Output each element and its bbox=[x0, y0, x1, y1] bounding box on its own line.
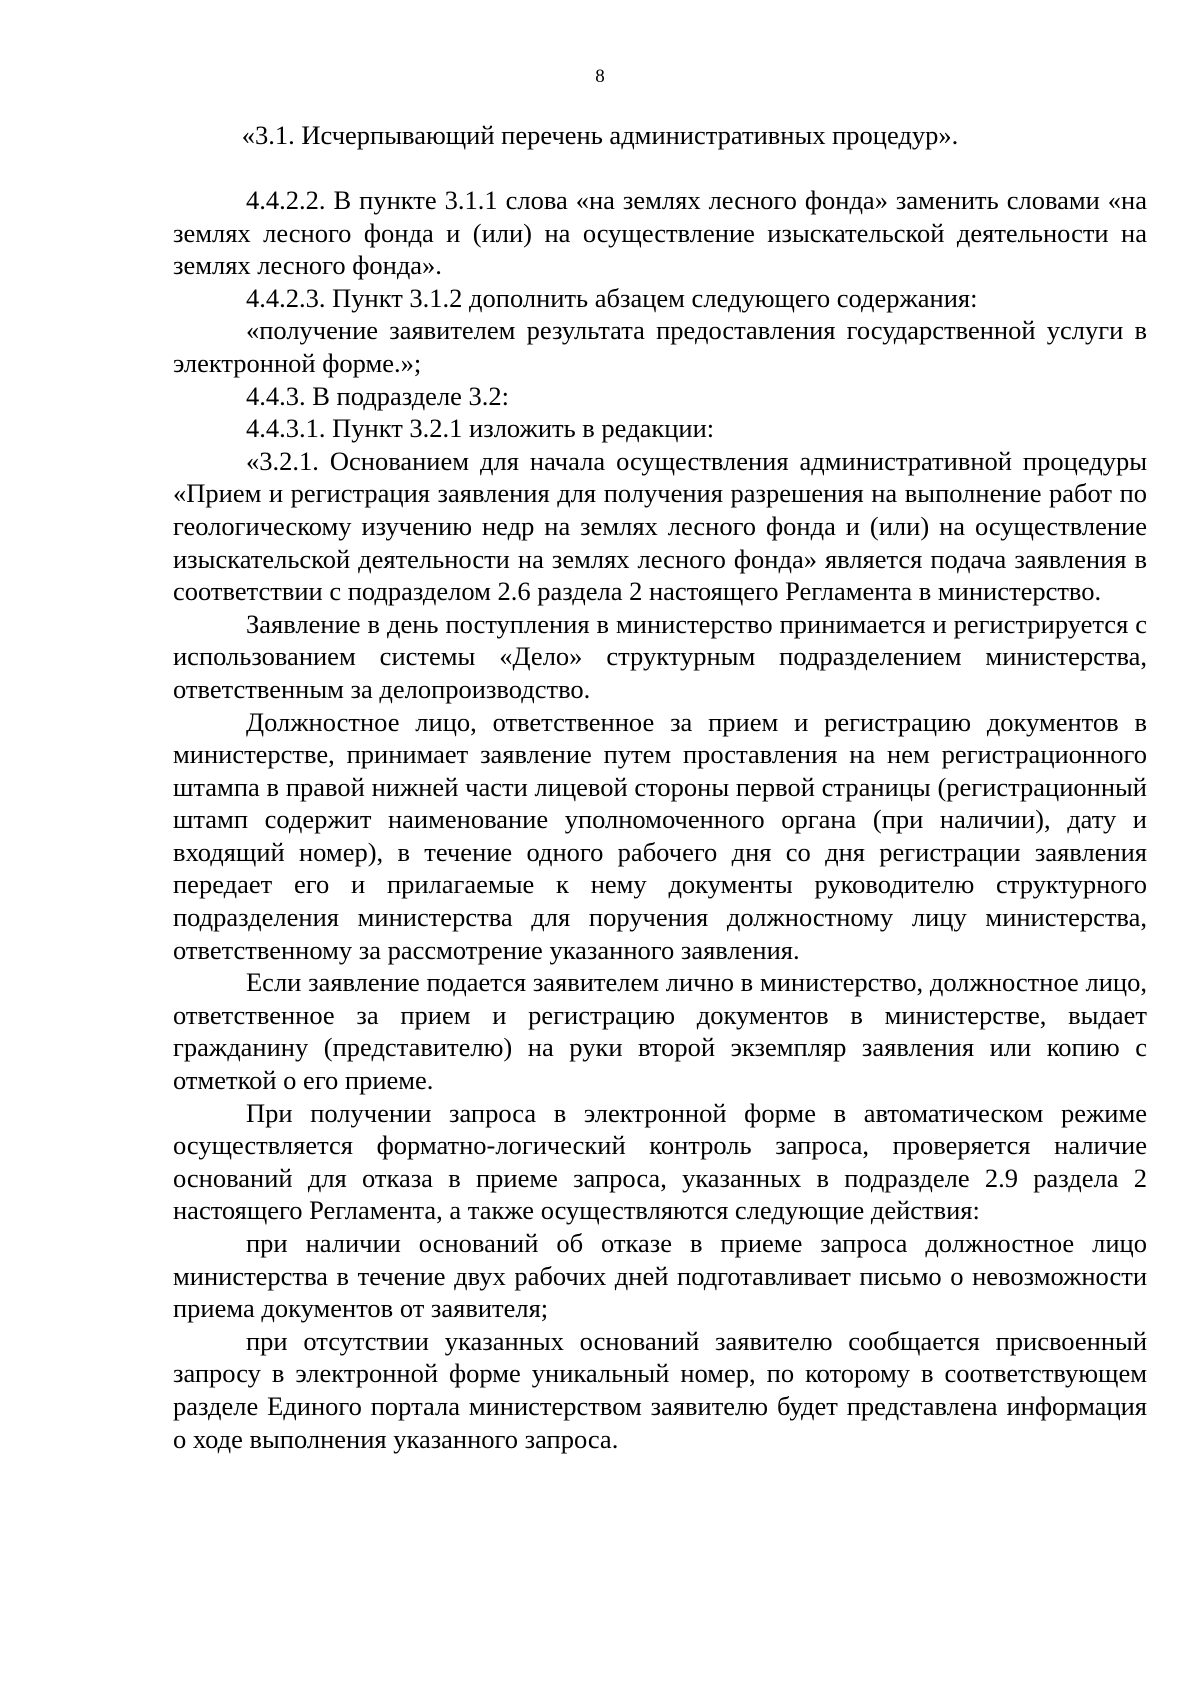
paragraph: «3.2.1. Основанием для начала осуществления административной процедуры «Прием и регистрация заявления для получения разрешения на выполнение работ по геологическому изучению недр на землях лесного фонда и (или) на осуществление изыскательской деятельности на землях лесного фонда» является подача заявления в соответствии с подразделом 2.6 раздела 2 настоящего Регламента в министерство. bbox=[173, 445, 1147, 607]
paragraph: при отсутствии указанных оснований заявителю сообщается присвоенный запросу в электронной форме уникальный номер, по которому в соответствующем разделе Единого портала министерством заявителю будет представлена информация о ходе выполнения указанного запроса. bbox=[173, 1325, 1147, 1454]
page-number: 8 bbox=[595, 66, 605, 87]
paragraph: Если заявление подается заявителем лично в министерство, должностное лицо, ответственное за прием и регистрацию документов в министерстве, выдает гражданину (представителю) на руки второй экземпляр заявления или копию с отметкой о его приеме. bbox=[173, 967, 1147, 1096]
document-body bbox=[173, 184, 1147, 1455]
paragraph: 4.4.2.3. Пункт 3.1.2 дополнить абзацем следующего содержания: bbox=[246, 282, 978, 313]
paragraph: «получение заявителем результата предоставления государственной услуги в электронной форме.»; bbox=[173, 315, 1147, 378]
paragraph: При получении запроса в электронной форме в автоматическом режиме осуществляется форматно-логический контроль запроса, проверяется наличие оснований для отказа в приеме запроса, указанных в подразделе 2.9 раздела 2 настоящего Регламента, а также осуществляются следующие действия: bbox=[173, 1097, 1147, 1226]
section-heading: «3.1. Исчерпывающий перечень административных процедур». bbox=[241, 120, 959, 150]
paragraph: при наличии оснований об отказе в приеме запроса должностное лицо министерства в течение двух рабочих дней подготавливает письмо о невозможности приема документов от заявителя; bbox=[173, 1228, 1147, 1324]
paragraph: 4.4.2.2. В пункте 3.1.1 слова «на землях лесного фонда» заменить словами «на землях лесного фонда и (или) на осуществление изыскательской деятельности на землях лесного фонда». bbox=[173, 185, 1147, 281]
paragraph: 4.4.3. В подразделе 3.2: bbox=[246, 380, 510, 411]
paragraph: Должностное лицо, ответственное за прием и регистрацию документов в министерстве, принимает заявление путем проставления на нем регистрационного штампа в правой нижней части лицевой стороны первой страницы (регистрационный штамп содержит наименование уполномоченного органа (при наличии), дату и входящий номер), в течение одного рабочего дня со дня регистрации заявления передает его и прилагаемые к нему документы руководителю структурного подразделения министерства для поручения должностному лицу министерства, ответственному за рассмотрение указанного заявления. bbox=[173, 706, 1147, 965]
paragraph: Заявление в день поступления в министерство принимается и регистрируется с использованием системы «Дело» структурным подразделением министерства, ответственным за делопроизводство. bbox=[173, 608, 1147, 704]
paragraph: 4.4.3.1. Пункт 3.2.1 изложить в редакции: bbox=[246, 413, 715, 444]
